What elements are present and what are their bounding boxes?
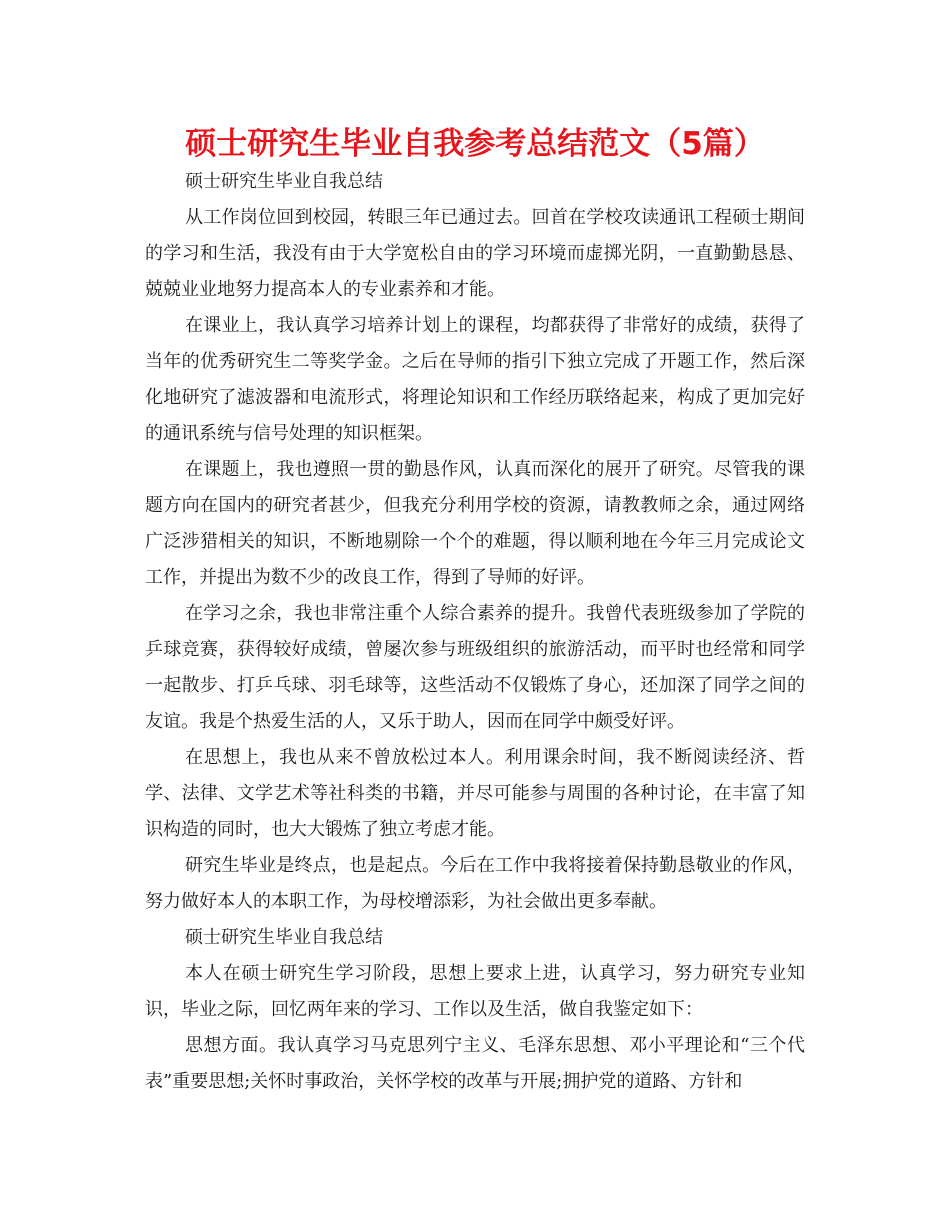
- section-heading: 硕士研究生毕业自我总结: [185, 927, 383, 948]
- paragraph: 在课题上，我也遵照一贯的勤恳作风，认真而深化的展开了研究。尽管我的课题方向在国内的研究者甚少，但我充分利用学校的资源，请教教师之余，通过网络广泛涉猎相关的知识，不断地剔除一个个的难题，得以顺利地在今年三月完成论文工作，并提出为数不少的改良工作，得到了导师的好评。: [145, 459, 805, 588]
- paragraph: 从工作岗位回到校园，转眼三年已通过去。回首在学校攻读通讯工程硕士期间的学习和生活，我没有由于大学宽松自由的学习环境而虚掷光阴，一直勤勤恳恳、兢兢业业地努力提高本人的专业素养和才能。: [145, 207, 805, 300]
- document-title: 硕士研究生毕业自我参考总结范文（5篇）: [185, 126, 765, 162]
- paragraph: 思想方面。我认真学习马克思列宁主义、毛泽东思想、邓小平理论和“三个代表”重要思想;关怀时事政治，关怀学校的改革与开展;拥护党的道路、方针和: [145, 1035, 805, 1092]
- document-body: [145, 164, 805, 1100]
- paragraph: 研究生毕业是终点，也是起点。今后在工作中我将接着保持勤恳敬业的作风，努力做好本人的本职工作，为母校增添彩，为社会做出更多奉献。: [145, 855, 805, 912]
- section-heading: 硕士研究生毕业自我总结: [185, 171, 383, 192]
- paragraph: 在学习之余，我也非常注重个人综合素养的提升。我曾代表班级参加了学院的乒球竞赛，获得较好成绩，曾屡次参与班级组织的旅游活动，而平时也经常和同学一起散步、打乒乓球、羽毛球等，这些活动不仅锻炼了身心，还加深了同学之间的友谊。我是个热爱生活的人，又乐于助人，因而在同学中颇受好评。: [145, 603, 805, 732]
- paragraph: 在思想上，我也从来不曾放松过本人。利用课余时间，我不断阅读经济、哲学、法律、文学艺术等社科类的书籍，并尽可能参与周围的各种讨论，在丰富了知识构造的同时，也大大锻炼了独立考虑才能。: [145, 747, 805, 840]
- paragraph: 在课业上，我认真学习培养计划上的课程，均都获得了非常好的成绩，获得了当年的优秀研究生二等奖学金。之后在导师的指引下独立完成了开题工作，然后深化地研究了滤波器和电流形式，将理论知识和工作经历联络起来，构成了更加完好的通讯系统与信号处理的知识框架。: [145, 315, 805, 444]
- paragraph: 本人在硕士研究生学习阶段，思想上要求上进，认真学习，努力研究专业知识，毕业之际，回忆两年来的学习、工作以及生活，做自我鉴定如下：: [145, 963, 805, 1020]
